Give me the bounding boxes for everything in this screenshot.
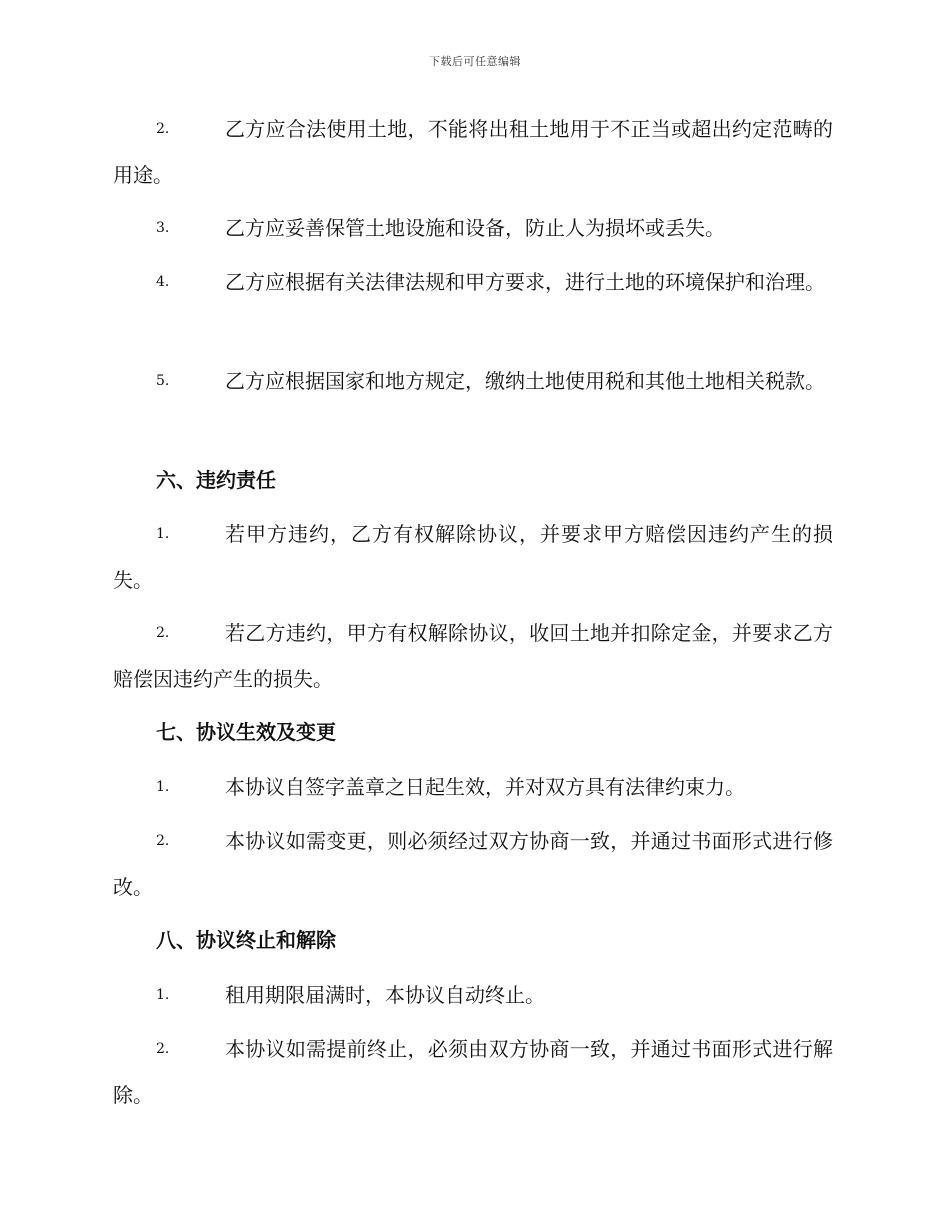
list-item bbox=[113, 259, 833, 305]
item-number: 2. bbox=[156, 625, 170, 641]
list-item bbox=[113, 818, 833, 910]
list-item bbox=[113, 205, 833, 251]
list-item bbox=[113, 972, 833, 1018]
item-number: 1. bbox=[156, 987, 170, 1003]
list-item bbox=[113, 358, 833, 404]
list-item bbox=[113, 1026, 833, 1118]
item-number: 2. bbox=[156, 833, 170, 849]
section-heading: 八、协议终止和解除 bbox=[156, 928, 336, 952]
page-header: 下载后可任意编辑 bbox=[429, 55, 521, 68]
item-text: 本协议如需变更，则必须经过双方协商一致，并通过书面形式进行修改。 bbox=[113, 829, 833, 899]
list-item bbox=[113, 511, 833, 603]
item-text: 乙方应妥善保管土地设施和设备，防止人为损坏或丢失。 bbox=[225, 216, 725, 240]
item-text: 本协议自签字盖章之日起生效，并对双方具有法律约束力。 bbox=[225, 775, 745, 799]
item-text: 乙方应根据国家和地方规定，缴纳土地使用税和其他土地相关税款。 bbox=[225, 369, 825, 393]
item-text: 乙方应合法使用土地，不能将出租土地用于不正当或超出约定范畴的用途。 bbox=[113, 117, 833, 187]
item-number: 4. bbox=[156, 274, 170, 290]
item-text: 乙方应根据有关法律法规和甲方要求，进行土地的环境保护和治理。 bbox=[225, 270, 825, 294]
item-text: 本协议如需提前终止，必须由双方协商一致，并通过书面形式进行解除。 bbox=[113, 1037, 833, 1107]
item-number: 1. bbox=[156, 779, 170, 795]
list-item bbox=[113, 106, 833, 198]
item-text: 若乙方违约，甲方有权解除协议，收回土地并扣除定金，并要求乙方赔偿因违约产生的损失。 bbox=[113, 621, 833, 691]
item-number: 5. bbox=[156, 373, 170, 389]
item-number: 1. bbox=[156, 526, 170, 542]
item-number: 3. bbox=[156, 220, 170, 236]
list-item bbox=[113, 764, 833, 810]
section-heading: 六、违约责任 bbox=[156, 468, 276, 492]
item-text: 租用期限届满时，本协议自动终止。 bbox=[225, 983, 545, 1007]
item-number: 2. bbox=[156, 121, 170, 137]
list-item bbox=[113, 610, 833, 702]
section-heading: 七、协议生效及变更 bbox=[156, 720, 336, 744]
item-number: 2. bbox=[156, 1041, 170, 1057]
item-text: 若甲方违约，乙方有权解除协议，并要求甲方赔偿因违约产生的损失。 bbox=[113, 522, 833, 592]
